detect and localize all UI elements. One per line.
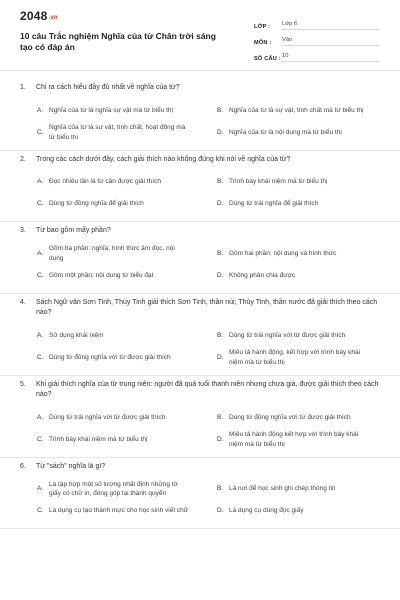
header-divider — [0, 70, 400, 71]
option-text: Là dụng cụ tạo thành mực cho học sinh viết chữ — [49, 507, 189, 515]
question-text: Từ bao gồm mấy phần? — [36, 227, 111, 234]
answer-option-b[interactable] — [200, 325, 380, 347]
option-text: Dùng từ đồng nghĩa với từ được giải thích — [229, 413, 351, 421]
answer-option-c[interactable] — [20, 193, 200, 215]
page-header — [0, 0, 400, 64]
option-letter: D. — [217, 200, 224, 208]
answer-option-c[interactable] — [20, 265, 200, 287]
meta-label: SỐ CÂU : — [254, 56, 281, 62]
option-letter: C. — [37, 435, 44, 443]
option-text: Gồm ba phần: nghĩa, hình thức âm đọc, nội dung — [49, 245, 175, 262]
answer-option-a[interactable] — [20, 325, 200, 347]
option-letter: A. — [37, 413, 44, 421]
quiz-meta — [254, 14, 380, 62]
question-prompt — [20, 79, 380, 94]
option-text: Là tập hợp một số lượng nhất định những tờ giấy có chữ in, đóng góp lại thành quyển — [49, 480, 178, 497]
question-number: 2. — [20, 155, 26, 163]
answer-option-d[interactable] — [200, 500, 380, 522]
site-logo[interactable] — [20, 9, 58, 23]
question-prompt — [20, 458, 380, 473]
question-item — [0, 222, 400, 294]
option-text: Trình bày khái niệm mà từ biểu thị — [229, 178, 328, 186]
option-text: Đọc nhiều lần là từ cần được giải thích — [49, 178, 161, 186]
question-prompt — [20, 294, 380, 319]
meta-value: 10 — [281, 53, 380, 62]
option-text: Trình bày khái niệm mà từ biểu thị — [49, 435, 148, 443]
option-letter: A. — [37, 178, 44, 186]
question-prompt — [20, 151, 380, 166]
answer-option-a[interactable] — [20, 100, 200, 122]
option-text: Nghĩa của từ là nghĩa sự vật mà từ biểu thị — [49, 106, 173, 114]
answer-options — [20, 94, 380, 150]
answer-option-a[interactable] — [20, 478, 200, 500]
option-letter: D. — [217, 128, 224, 136]
option-letter: D. — [217, 435, 224, 443]
question-number: 5. — [20, 380, 26, 388]
option-text: Gồm hai phần: nội dung và hình thức — [229, 249, 337, 257]
question-number: 1. — [20, 84, 26, 91]
question-item — [0, 79, 400, 151]
question-text: Khi giải thích nghĩa của từ trung niên: người đã quá tuổi thanh niên nhưng chưa già, được giải thích theo cách nào? — [36, 380, 379, 398]
option-text: Nghĩa của từ là nội dung mà từ biểu thị — [229, 128, 342, 136]
logo-suffix: .vn — [48, 15, 58, 21]
option-text: Dùng từ trái nghĩa với từ được giải thích — [229, 331, 346, 339]
option-letter: A. — [37, 249, 44, 257]
option-letter: A. — [37, 331, 44, 339]
option-letter: C. — [37, 353, 44, 361]
option-letter: B. — [217, 413, 224, 421]
question-number: 6. — [20, 462, 26, 470]
answer-option-b[interactable] — [200, 478, 380, 500]
answer-option-c[interactable] — [20, 500, 200, 522]
option-letter: B. — [217, 178, 224, 186]
option-letter: D. — [217, 353, 224, 361]
answer-option-b[interactable] — [200, 243, 380, 265]
answer-option-d[interactable] — [200, 347, 380, 369]
option-text: Là dụng cụ dùng đọc giấy — [229, 507, 304, 515]
option-text: Gồm một phần: nội dung từ biểu đạt — [49, 271, 154, 279]
answer-options — [20, 319, 380, 375]
option-text: Nghĩa của từ là sự vật, tính chất mà từ biểu thị — [229, 106, 364, 114]
answer-option-d[interactable] — [200, 122, 380, 144]
question-prompt — [20, 222, 380, 237]
option-letter: C. — [37, 507, 44, 515]
question-prompt — [20, 376, 380, 401]
answer-options — [20, 237, 380, 293]
answer-option-d[interactable] — [200, 193, 380, 215]
option-text: Dùng từ trái nghĩa để giải thích — [229, 200, 319, 208]
answer-option-c[interactable] — [20, 347, 200, 369]
answer-options — [20, 401, 380, 457]
meta-value: Văn — [281, 37, 380, 46]
option-text: Sử dụng khái niệm — [49, 331, 104, 339]
meta-row-subject — [254, 30, 380, 46]
option-text: Dùng từ đồng nghĩa để giải thích — [49, 200, 144, 208]
answer-option-d[interactable] — [200, 265, 380, 287]
option-letter: B. — [217, 485, 224, 493]
option-text: Không phân chia được — [229, 271, 296, 279]
question-number: 4. — [20, 298, 26, 306]
answer-option-b[interactable] — [200, 407, 380, 429]
option-letter: C. — [37, 128, 44, 136]
option-letter: B. — [217, 249, 224, 257]
answer-option-b[interactable] — [200, 171, 380, 193]
option-letter: B. — [217, 106, 224, 114]
option-letter: A. — [37, 485, 44, 493]
answer-option-d[interactable] — [200, 429, 380, 451]
meta-row-class — [254, 14, 380, 30]
option-text: Dùng từ đồng nghĩa với từ được giải thích — [49, 353, 171, 361]
option-text: Miêu tả hành động kết hợp với trình bày khái niệm mà từ biểu thị — [229, 431, 359, 448]
option-text: Miêu tả hành động, kết hợp với trình bày khái niệm mà từ biểu thị — [229, 349, 361, 366]
answer-options — [20, 472, 380, 528]
answer-option-b[interactable] — [200, 100, 380, 122]
question-item — [0, 294, 400, 376]
option-letter: D. — [217, 271, 224, 279]
answer-option-c[interactable] — [20, 429, 200, 451]
option-letter: B. — [217, 331, 224, 339]
logo-text: 2048 — [20, 9, 48, 23]
option-text: Nghĩa của từ là sự vật, tính chất, hoạt động mà từ biểu thị — [49, 124, 186, 141]
meta-value: Lớp 6 — [281, 21, 380, 30]
option-letter: C. — [37, 200, 44, 208]
answer-options — [20, 165, 380, 221]
answer-option-a[interactable] — [20, 407, 200, 429]
question-text: Chỉ ra cách hiểu đầy đủ nhất về nghĩa của từ? — [36, 84, 180, 91]
meta-label: LỚP : — [254, 24, 271, 30]
option-letter: A. — [37, 106, 44, 114]
answer-option-a[interactable] — [20, 243, 200, 265]
option-letter: C. — [37, 271, 44, 279]
question-item — [0, 458, 400, 530]
question-list — [0, 79, 400, 529]
question-number: 3. — [20, 227, 26, 234]
question-item — [0, 151, 400, 223]
answer-option-c[interactable] — [20, 122, 200, 144]
question-text: Từ "sách" nghĩa là gì? — [36, 462, 106, 470]
question-text: Sách Ngữ văn Sơn Tinh, Thủy Tinh giải thích Sơn Tinh, thần núi; Thủy Tinh, thần nước đã giải thích theo cách nào? — [36, 298, 378, 316]
question-text: Trong các cách dưới đây, cách giải thích nào không đúng khi nói về nghĩa của từ? — [36, 155, 291, 163]
meta-row-count — [254, 46, 380, 62]
page-title: 10 câu Trắc nghiệm Nghĩa của từ Chân trời sáng tạo có đáp án — [20, 31, 216, 52]
answer-option-a[interactable] — [20, 171, 200, 193]
meta-label: MÔN : — [254, 40, 272, 46]
option-text: Là nơi để học sinh ghi chép thông tin — [229, 485, 336, 493]
option-text: Dùng từ trái nghĩa với từ được giải thích — [49, 413, 166, 421]
question-item — [0, 376, 400, 458]
option-letter: D. — [217, 507, 224, 515]
